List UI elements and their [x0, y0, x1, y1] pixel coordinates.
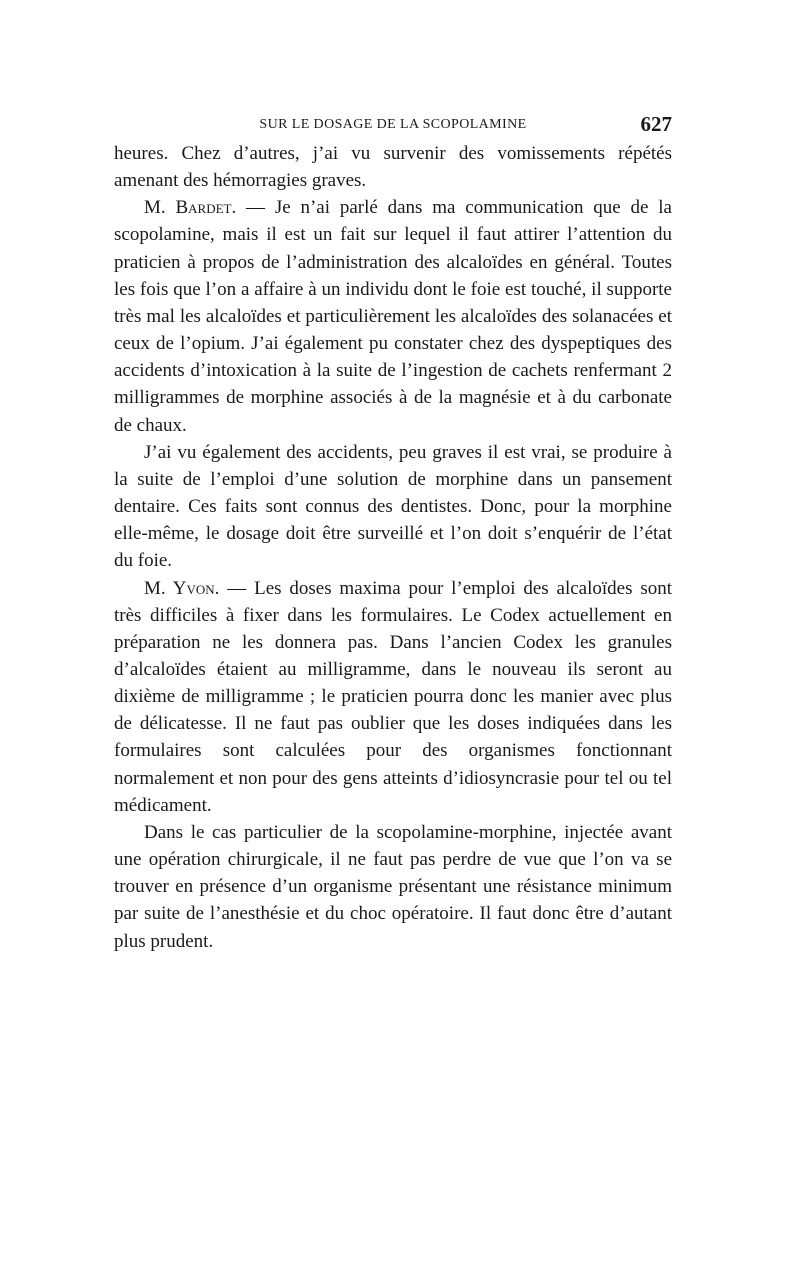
paragraph-4	[114, 575, 672, 819]
paragraph-3: J’ai vu également des accidents, peu graves il est vrai, se produire à la suite de l’emploi d’une solution de morphine dans un pansement dentaire. Ces faits sont connus des dentistes. Donc, pour la morphine elle-même, le dosage doit être surveillé et l’on doit s’enquérir de l’état du foie.	[114, 441, 672, 572]
paragraph-4-text: — Les doses maxima pour l’emploi des alcaloïdes sont très difficiles à fixer dans les formulaires. Le Codex actuellement en préparation ne les donnera pas. Dans l’ancien Codex les granules d’alcaloïdes étaient au milligramme, dans le nouveau ils seront au dixième de milligramme ; le praticien pourra donc les manier avec plus de délicatesse. Il ne faut pas oublier que les doses indiquées dans les formulaires sont calculées pour des organismes fonctionnant normalement et non pour des gens atteints d’idiosyncrasie pour tel ou tel médicament.	[114, 577, 672, 816]
document-page	[114, 112, 672, 955]
paragraph-2-text: — Je n’ai parlé dans ma communication que de la scopolamine, mais il est un fait sur lequel il faut attirer l’attention du praticien à propos de l’administration des alcaloïdes en général. Toutes les fois que l’on a affaire à un individu dont le foie est touché, il supporte très mal les alcaloïdes et particulièrement les alcaloïdes des solanacées et ceux de l’opium. J’ai également pu constater chez des dyspeptiques des accidents d’intoxication à la suite de l’ingestion de cachets renfermant 2 milligrammes de morphine associés à de la magnésie et à du carbonate de chaux.	[114, 197, 672, 436]
paragraph-1: heures. Chez d’autres, j’ai vu survenir des vomissements répétés amenant des hémorragies graves.	[114, 143, 672, 192]
page-number: 627	[640, 112, 672, 136]
paragraph-2	[114, 194, 672, 438]
paragraph-5: Dans le cas particulier de la scopolamine-morphine, injectée avant une opération chirurgicale, il ne faut pas perdre de vue que l’on va se trouver en présence d’un organisme présentant une résistance minimum par suite de l’anesthésie et du choc opératoire. Il faut donc être d’autant plus prudent.	[114, 821, 672, 952]
speaker-name: M. Bardet.	[144, 197, 237, 219]
running-title: SUR LE DOSAGE DE LA SCOPOLAMINE	[259, 117, 527, 132]
running-header	[114, 112, 672, 138]
speaker-name: M. Yvon.	[144, 577, 220, 599]
